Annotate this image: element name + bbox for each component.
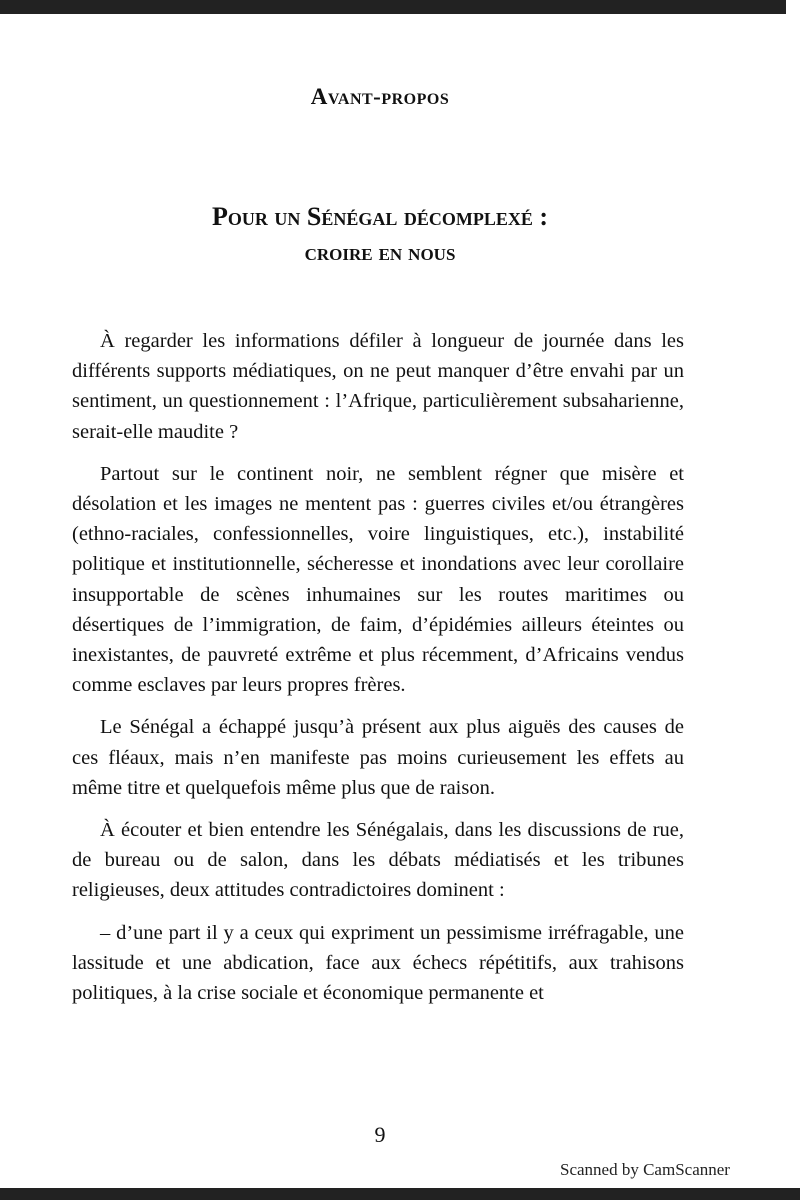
paragraph: Partout sur le continent noir, ne semblent régner que misère et désolation et les images ne mentent pas : guerres civiles et/ou étrangères (ethno-raciales, confessionnelles, voire linguistiques, etc.), instabilité politique et institutionnelle, sécheresse et inondations avec leur corollaire insupportable de scènes inhumaines sur les routes maritimes ou désertiques de l’immigration, de faim, d’épidémies ailleurs éteintes ou inexistantes, de pauvreté extrême et plus récemment, d’Africains vendus comme esclaves par leurs propres frères. [72, 462, 684, 697]
paragraph: Le Sénégal a échappé jusqu’à présent aux plus aiguës des causes de ces fléaux, mais n’en manifeste pas moins curieusement les effets au même titre et quelquefois même plus que de raison. [72, 716, 684, 799]
section-title-line2: croire en nous [304, 240, 456, 266]
body-text [72, 326, 684, 1020]
paragraph: À écouter et bien entendre les Sénégalais, dans les discussions de rue, de bureau ou de salon, dans les débats médiatisés et les tribunes religieuses, deux attitudes contradictoires dominent : [72, 819, 684, 902]
chapter-heading: Avant-propos [310, 84, 450, 109]
scan-top-edge [0, 0, 800, 14]
paragraph: – d’une part il y a ceux qui expriment un pessimisme irréfragable, une lassitude et une abdication, face aux échecs répétitifs, aux trahisons politiques, à la crise sociale et économique permanente et [72, 921, 684, 1005]
scanner-watermark: Scanned by CamScanner [560, 1160, 730, 1179]
scan-bottom-edge [0, 1188, 800, 1200]
scan-right-edge [786, 0, 800, 1200]
page-number: 9 [374, 1122, 386, 1147]
paragraph: À regarder les informations défiler à longueur de journée dans les différents supports médiatiques, on ne peut manquer d’être envahi par un sentiment, un questionnement : l’Afrique, particulièrement subsaharienne, serait-elle maudite ? [72, 330, 684, 443]
section-title-line1: Pour un Sénégal décomplexé : [211, 202, 549, 231]
